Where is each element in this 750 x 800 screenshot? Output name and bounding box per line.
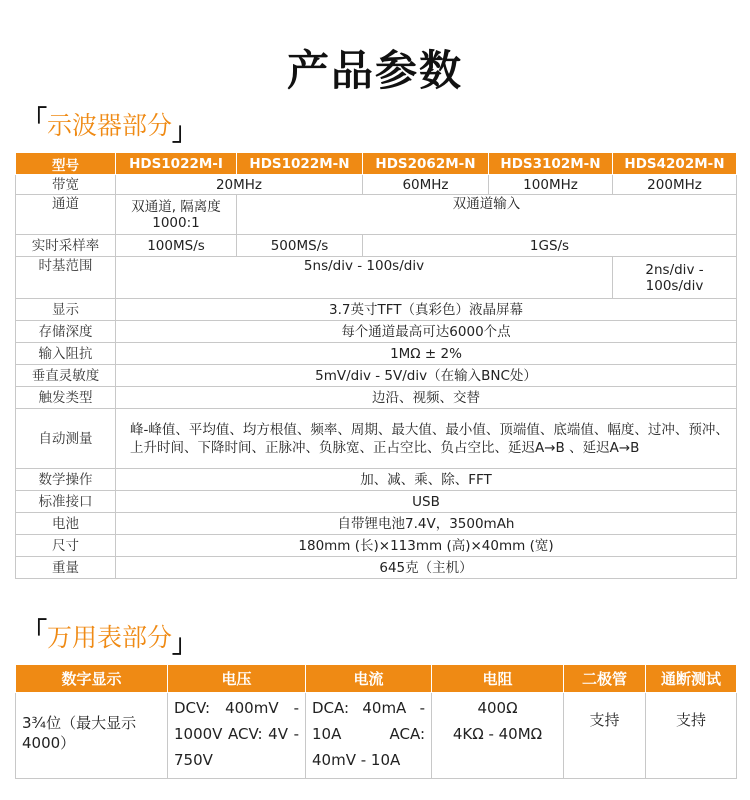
row-label-memory: 存储深度 — [16, 321, 116, 343]
trigger-value: 边沿、视频、交替 — [116, 387, 737, 409]
row-label-weight: 重量 — [16, 557, 116, 579]
header-resistance: 电阻 — [432, 665, 564, 693]
row-label-interface: 标准接口 — [16, 491, 116, 513]
bracket-open: 「 — [22, 105, 48, 134]
row-label-trigger: 触发类型 — [16, 387, 116, 409]
row-label-sensitivity: 垂直灵敏度 — [16, 365, 116, 387]
table-row — [16, 235, 737, 257]
table-row — [16, 491, 737, 513]
sample-rate-500ms: 500MS/s — [237, 235, 363, 257]
resistance-low: 400Ω — [477, 699, 518, 717]
row-label-bandwidth: 带宽 — [16, 175, 116, 195]
resistance-value — [432, 693, 564, 779]
table-row — [16, 257, 737, 299]
timebase-2ns: 2ns/div - 100s/div — [613, 257, 737, 299]
table-row — [16, 387, 737, 409]
header-hds2062m-n: HDS2062M-N — [363, 153, 489, 175]
header-digits: 数字显示 — [16, 665, 168, 693]
osc-section-label: 示波器部分 — [47, 111, 173, 140]
header-voltage: 电压 — [168, 665, 306, 693]
weight-value: 645克（主机） — [116, 557, 737, 579]
header-current: 电流 — [306, 665, 432, 693]
bandwidth-200mhz: 200MHz — [613, 175, 737, 195]
resistance-range: 4KΩ - 40MΩ — [452, 725, 543, 743]
table-row — [16, 175, 737, 195]
interface-value: USB — [116, 491, 737, 513]
table-header-row — [16, 665, 737, 693]
bandwidth-20mhz: 20MHz — [116, 175, 363, 195]
channels-dual: 双通道输入 — [237, 195, 737, 235]
row-label-channels: 通道 — [16, 195, 116, 235]
page-title: 产品参数 — [286, 46, 463, 95]
row-label-display: 显示 — [16, 299, 116, 321]
channels-isolated: 双通道, 隔离度 1000:1 — [116, 195, 237, 235]
table-row — [16, 299, 737, 321]
bandwidth-100mhz: 100MHz — [489, 175, 613, 195]
row-label-math: 数学操作 — [16, 469, 116, 491]
table-row — [16, 321, 737, 343]
size-value: 180mm (长)×113mm (高)×40mm (宽) — [116, 535, 737, 557]
row-label-impedance: 输入阻抗 — [16, 343, 116, 365]
bandwidth-60mhz: 60MHz — [363, 175, 489, 195]
header-hds4202m-n: HDS4202M-N — [613, 153, 737, 175]
header-hds1022m-n: HDS1022M-N — [237, 153, 363, 175]
continuity-value: 支持 — [646, 693, 737, 779]
dmm-section-label: 万用表部分 — [47, 623, 173, 652]
sensitivity-value: 5mV/div - 5V/div（在输入BNC处） — [116, 365, 737, 387]
dmm-section-title — [22, 617, 198, 658]
osc-section-title — [22, 105, 198, 146]
math-value: 加、减、乘、除、FFT — [116, 469, 737, 491]
row-label-timebase: 时基范围 — [16, 257, 116, 299]
sample-rate-100ms: 100MS/s — [116, 235, 237, 257]
table-row — [16, 469, 737, 491]
row-label-auto-measure: 自动测量 — [16, 409, 116, 469]
impedance-value: 1MΩ ± 2% — [116, 343, 737, 365]
display-value: 3.7英寸TFT（真彩色）液晶屏幕 — [116, 299, 737, 321]
bracket-open: 「 — [22, 617, 48, 646]
header-diode: 二极管 — [564, 665, 646, 693]
table-row — [16, 693, 737, 779]
oscilloscope-spec-table — [15, 152, 737, 579]
multimeter-spec-table — [15, 664, 737, 779]
header-model: 型号 — [16, 153, 116, 175]
row-label-size: 尺寸 — [16, 535, 116, 557]
bracket-close: 」 — [172, 117, 198, 146]
table-header-row — [16, 153, 737, 175]
table-row — [16, 365, 737, 387]
table-row — [16, 195, 737, 235]
header-hds1022m-i: HDS1022M-I — [116, 153, 237, 175]
header-hds3102m-n: HDS3102M-N — [489, 153, 613, 175]
battery-value: 自带锂电池7.4V，3500mAh — [116, 513, 737, 535]
row-label-sample-rate: 实时采样率 — [16, 235, 116, 257]
memory-value: 每个通道最高可达6000个点 — [116, 321, 737, 343]
table-row — [16, 343, 737, 365]
table-row — [16, 557, 737, 579]
digits-value: 3¾位（最大显示4000） — [16, 693, 168, 779]
auto-measure-value: 峰-峰值、平均值、均方根值、频率、周期、最大值、最小值、顶端值、底端值、幅度、过冲、预冲、上升时间、下降时间、正脉冲、负脉宽、正占空比、负占空比、延迟A→B 、延迟A→B — [116, 409, 737, 469]
sample-rate-1gs: 1GS/s — [363, 235, 737, 257]
table-row — [16, 409, 737, 469]
bracket-close: 」 — [172, 629, 198, 658]
timebase-5ns: 5ns/div - 100s/div — [116, 257, 613, 299]
table-row — [16, 535, 737, 557]
voltage-value: DCV: 400mV - 1000V ACV: 4V - 750V — [168, 693, 306, 779]
row-label-battery: 电池 — [16, 513, 116, 535]
header-continuity: 通断测试 — [646, 665, 737, 693]
table-row — [16, 513, 737, 535]
current-value: DCA: 40mA - 10A ACA: 40mV - 10A — [306, 693, 432, 779]
diode-value: 支持 — [564, 693, 646, 779]
